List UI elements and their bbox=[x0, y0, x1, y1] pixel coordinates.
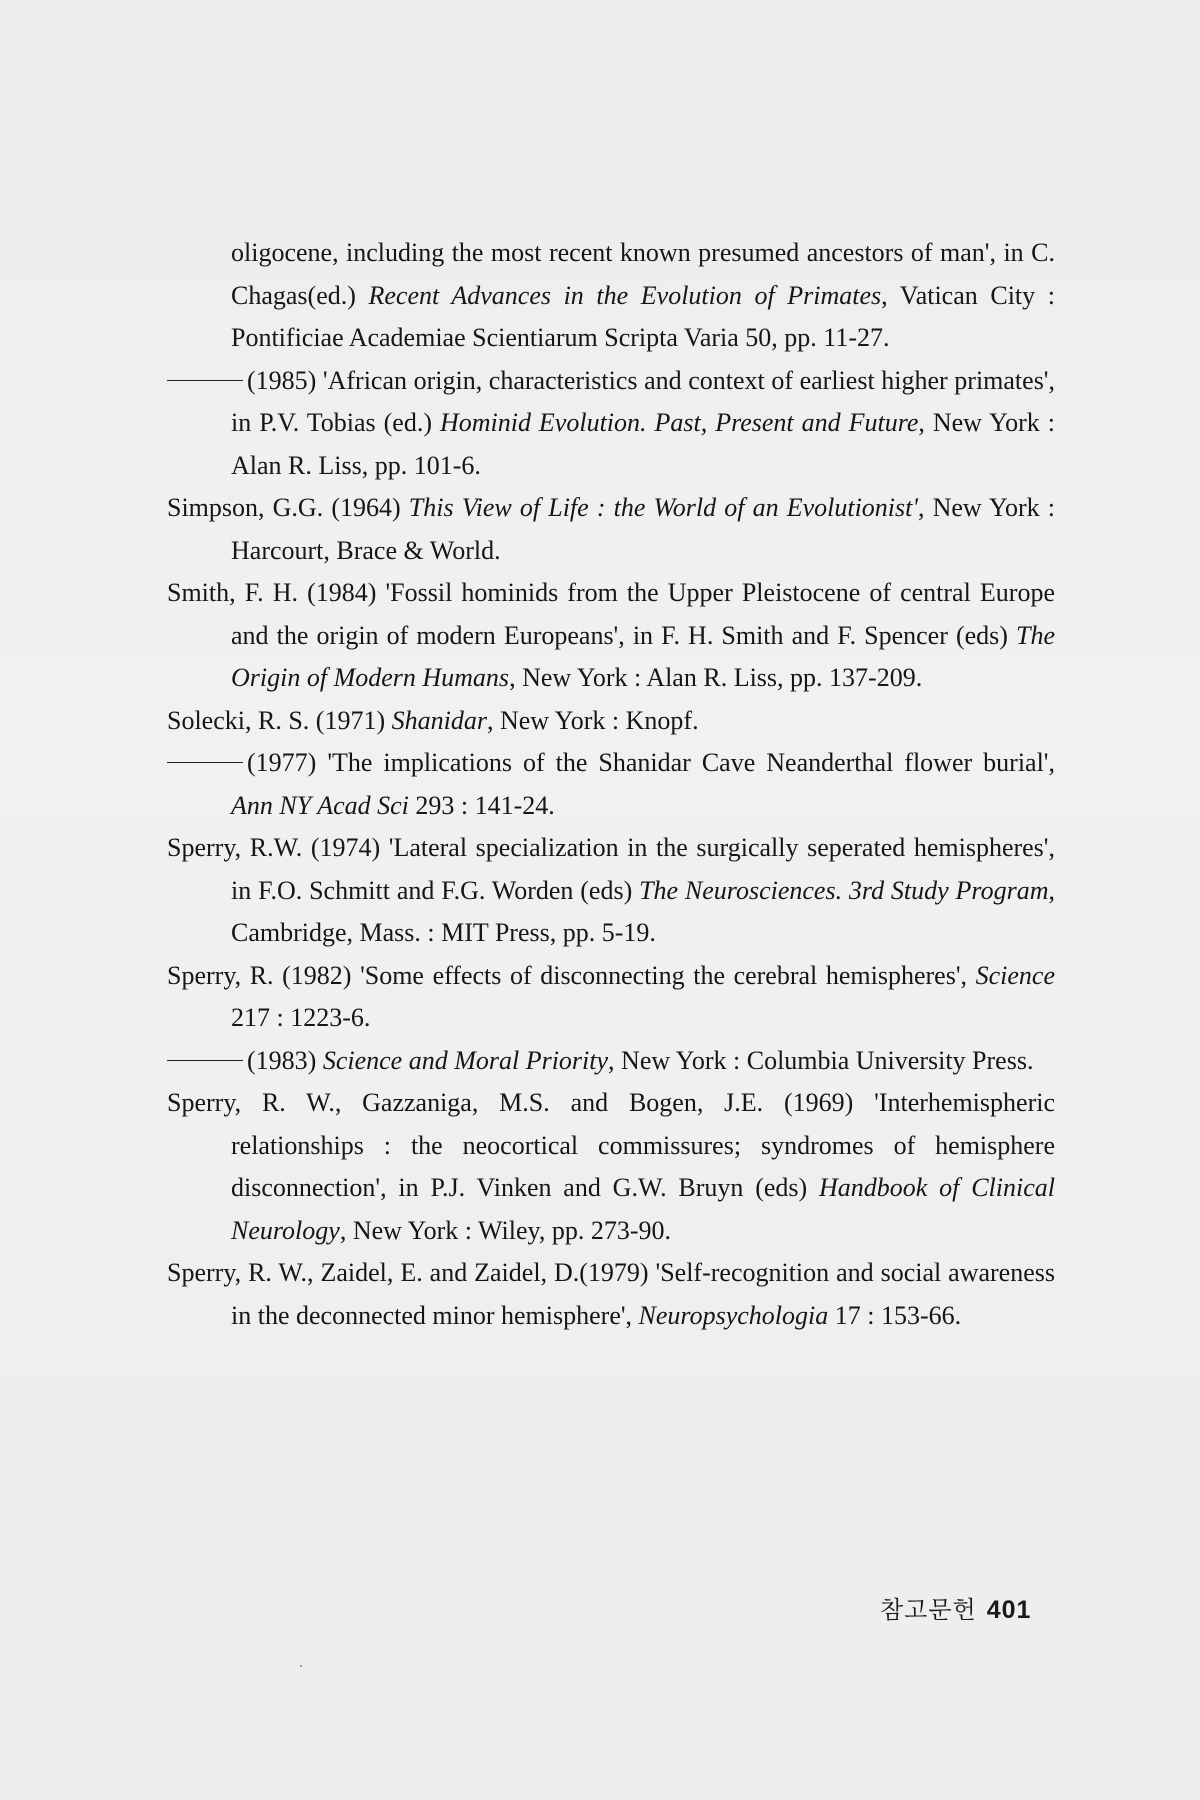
reference-entry bbox=[167, 1040, 1055, 1083]
reference-text: (1985) 'African origin, characteristics and context of earliest higher primates', in P.V. Tobias (ed.) bbox=[231, 365, 1055, 437]
reference-title: Recent Advances in the Evolution of Primates bbox=[368, 280, 882, 310]
reference-text: , New York : Knopf. bbox=[486, 705, 699, 735]
reference-title: The Neurosciences. 3rd Study Program bbox=[639, 875, 1049, 905]
reference-text: , New York : Columbia University Press. bbox=[608, 1045, 1034, 1075]
ditto-dash bbox=[167, 762, 243, 763]
reference-entry bbox=[167, 232, 1055, 360]
reference-text: Sperry, R.W. (1974) 'Lateral specialization in the surgically seperated hemispheres', in F.O. Schmitt and F.G. Worden (eds) bbox=[167, 833, 1055, 905]
reference-text: Smith, F. H. (1984) 'Fossil hominids from the Upper Pleistocene of central Europe and the origin of modern Europeans', in F. H. Smith and F. Spencer (eds) bbox=[167, 578, 1055, 650]
reference-text: , New York : Wiley, pp. 273-90. bbox=[339, 1215, 671, 1245]
reference-list bbox=[167, 232, 1055, 1337]
ditto-dash bbox=[167, 380, 243, 381]
page-number: 401 bbox=[986, 1596, 1032, 1624]
reference-entry bbox=[167, 572, 1055, 700]
reference-text: Simpson, G.G. (1964) bbox=[167, 493, 409, 522]
reference-entry bbox=[167, 360, 1055, 488]
reference-title: Science and Moral Priority bbox=[322, 1045, 609, 1075]
reference-title: Science bbox=[975, 960, 1055, 990]
reference-text: , New York : Alan R. Liss, pp. 137-209. bbox=[509, 663, 923, 692]
reference-entry bbox=[167, 1252, 1055, 1337]
reference-title: This View of Life : the World of an Evolutionist' bbox=[408, 493, 918, 522]
reference-text: , Vatican City : Pontificiae Academiae Scientiarum Scripta Varia 50, pp. 11-27. bbox=[231, 280, 1055, 352]
reference-text: Sperry, R. W., Zaidel, E. and Zaidel, D.(1979) 'Self-recognition and social awareness in the deconnected minor hemisphere', bbox=[167, 1258, 1055, 1330]
reference-text: oligocene, including the most recent known presumed ancestors of man', in C. Chagas(ed.) bbox=[231, 238, 1055, 310]
reference-entry bbox=[167, 827, 1055, 955]
reference-text: Sperry, R. W., Gazzaniga, M.S. and Bogen, J.E. (1969) 'Interhemispheric relationships : the neocortical commissures; syndromes of hemisphere disconnection', in P.J. Vinken and G.W. Bruyn (eds) bbox=[167, 1088, 1055, 1202]
reference-entry bbox=[167, 487, 1055, 572]
reference-entry bbox=[167, 955, 1055, 1040]
reference-title: Neuropsychologia bbox=[638, 1300, 829, 1330]
scan-speck bbox=[300, 1665, 302, 1667]
page-footer bbox=[880, 1590, 1031, 1625]
reference-text: , Cambridge, Mass. : MIT Press, pp. 5-19. bbox=[231, 875, 1055, 947]
reference-title: Ann NY Acad Sci bbox=[231, 790, 409, 820]
reference-title: Handbook of Clinical Neurology bbox=[231, 1173, 1055, 1245]
reference-text: (1983) bbox=[247, 1045, 323, 1075]
reference-entry bbox=[167, 742, 1055, 827]
reference-text: Sperry, R. (1982) 'Some effects of disconnecting the cerebral hemispheres', bbox=[167, 960, 976, 990]
reference-title: The Origin of Modern Humans bbox=[231, 620, 1055, 692]
reference-text: , New York : Harcourt, Brace & World. bbox=[231, 493, 1055, 565]
reference-title: Hominid Evolution. Past, Present and Future bbox=[439, 408, 919, 437]
reference-entry bbox=[167, 1082, 1055, 1252]
reference-text: 217 : 1223-6. bbox=[231, 1003, 371, 1032]
reference-title: Shanidar bbox=[391, 705, 487, 735]
reference-entry bbox=[167, 700, 1055, 743]
ditto-dash bbox=[167, 1060, 243, 1061]
reference-text: 17 : 153-66. bbox=[828, 1300, 962, 1330]
reference-text: Solecki, R. S. (1971) bbox=[167, 705, 392, 735]
reference-text: , New York : Alan R. Liss, pp. 101-6. bbox=[231, 408, 1055, 480]
footer-label: 참고문헌 bbox=[880, 1598, 977, 1624]
reference-text: 293 : 141-24. bbox=[408, 790, 555, 820]
reference-text: (1977) 'The implications of the Shanidar Cave Neanderthal flower burial', bbox=[247, 748, 1055, 777]
